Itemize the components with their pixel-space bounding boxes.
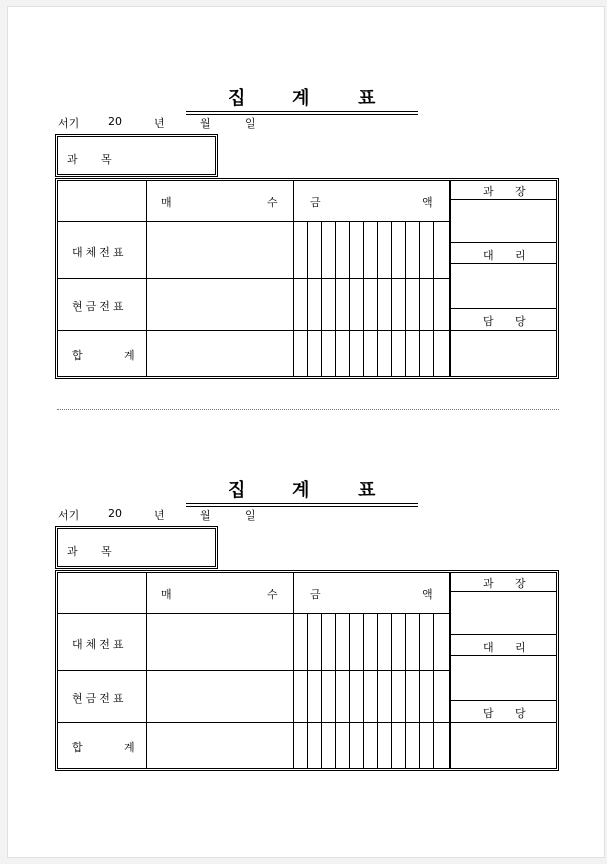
grid-line <box>449 573 451 768</box>
title-char-3: 표 <box>358 88 376 109</box>
digit-line <box>377 221 378 376</box>
approval-line <box>451 242 556 243</box>
approval-label: 과 <box>483 185 494 198</box>
approval-line <box>451 199 556 200</box>
approval-line <box>451 700 556 701</box>
digit-line <box>307 221 308 376</box>
col-amount-label-1: 금 <box>310 588 321 601</box>
title-underline <box>186 503 418 504</box>
date-prefix: 서기 <box>58 509 80 522</box>
subject-label-2: 목 <box>101 153 112 166</box>
date-year-unit: 년 <box>154 117 165 130</box>
title-char-2: 계 <box>292 88 310 109</box>
digit-line <box>321 613 322 768</box>
title-char-2: 계 <box>292 480 310 501</box>
col-count-label-2: 수 <box>267 196 278 209</box>
row-label-total-2: 계 <box>124 349 135 362</box>
row-label: 현금전표 <box>72 300 127 313</box>
digit-line <box>335 613 336 768</box>
row-label: 현금전표 <box>72 692 127 705</box>
date-day-unit: 일 <box>245 117 256 130</box>
title-underline <box>186 111 418 112</box>
digit-line <box>391 221 392 376</box>
digit-line <box>335 221 336 376</box>
digit-line <box>377 613 378 768</box>
col-count-label-1: 매 <box>161 588 172 601</box>
subject-box <box>55 134 218 177</box>
approval-label: 당 <box>515 315 526 328</box>
approval-label: 담 <box>483 315 494 328</box>
col-amount-label-2: 액 <box>422 196 433 209</box>
approval-label: 대 <box>483 641 494 654</box>
approval-line <box>451 655 556 656</box>
approval-line <box>451 308 556 309</box>
approval-label: 장 <box>515 185 526 198</box>
approval-label: 담 <box>483 707 494 720</box>
subject-label-1: 과 <box>67 545 78 558</box>
col-amount-label-2: 액 <box>422 588 433 601</box>
col-count-label-2: 수 <box>267 588 278 601</box>
approval-label: 과 <box>483 577 494 590</box>
title-char-3: 표 <box>358 480 376 501</box>
approval-line <box>451 591 556 592</box>
col-amount-label-1: 금 <box>310 196 321 209</box>
approval-label: 대 <box>483 249 494 262</box>
digit-line <box>363 221 364 376</box>
approval-label: 장 <box>515 577 526 590</box>
date-year: 20 <box>108 115 122 128</box>
digit-line <box>321 221 322 376</box>
date-prefix: 서기 <box>58 117 80 130</box>
title-underline <box>186 506 418 507</box>
summary-form-top <box>8 7 606 362</box>
digit-line <box>433 221 434 376</box>
row-label-total-2: 계 <box>124 741 135 754</box>
row-label: 대체전표 <box>72 246 127 259</box>
approval-line <box>451 263 556 264</box>
digit-line <box>391 613 392 768</box>
title-char-1: 집 <box>228 480 246 501</box>
digit-line <box>349 613 350 768</box>
date-month-unit: 월 <box>200 509 211 522</box>
title-char-1: 집 <box>228 88 246 109</box>
col-count-label-1: 매 <box>161 196 172 209</box>
subject-label-1: 과 <box>67 153 78 166</box>
grid-line <box>449 181 451 376</box>
digit-line <box>419 613 420 768</box>
date-year-unit: 년 <box>154 509 165 522</box>
subject-label-2: 목 <box>101 545 112 558</box>
summary-form-bottom <box>8 399 606 754</box>
digit-line <box>405 613 406 768</box>
approval-line <box>451 634 556 635</box>
approval-label: 당 <box>515 707 526 720</box>
row-label-total-1: 합 <box>72 349 83 362</box>
summary-grid <box>55 570 559 771</box>
digit-line <box>405 221 406 376</box>
approval-line <box>451 722 556 723</box>
row-label: 대체전표 <box>72 638 127 651</box>
subject-box <box>55 526 218 569</box>
date-month-unit: 월 <box>200 117 211 130</box>
summary-grid <box>55 178 559 379</box>
digit-line <box>307 613 308 768</box>
row-label-total-1: 합 <box>72 741 83 754</box>
date-year: 20 <box>108 507 122 520</box>
approval-line <box>451 330 556 331</box>
digit-line <box>363 613 364 768</box>
digit-line <box>349 221 350 376</box>
approval-label: 리 <box>515 249 526 262</box>
date-day-unit: 일 <box>245 509 256 522</box>
title-underline <box>186 114 418 115</box>
approval-label: 리 <box>515 641 526 654</box>
digit-line <box>419 221 420 376</box>
digit-line <box>433 613 434 768</box>
document-page <box>7 6 605 858</box>
